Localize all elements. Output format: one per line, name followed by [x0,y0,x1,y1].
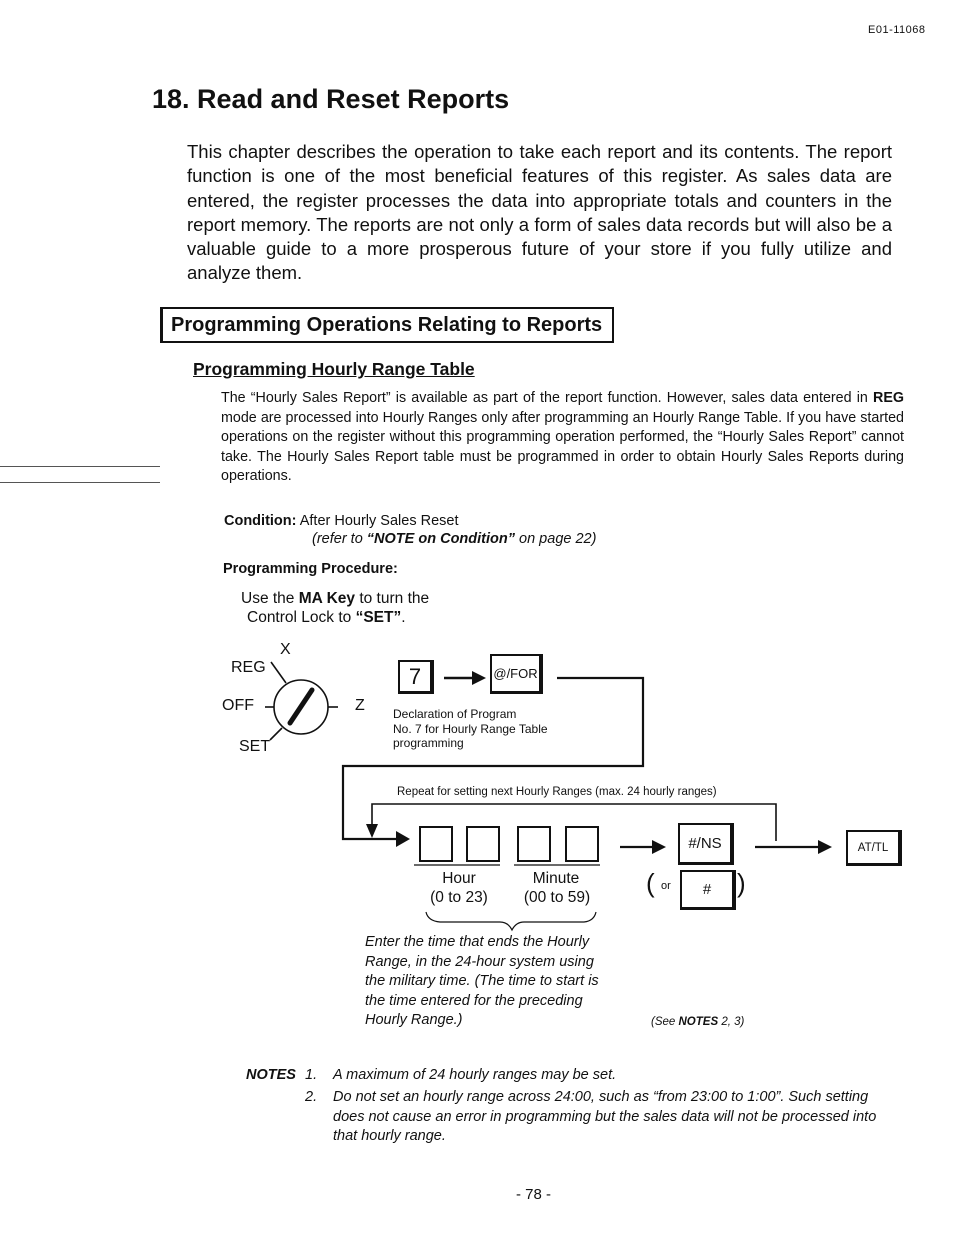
use-key-line2-pre: Control Lock to [247,609,356,626]
lock-z-label: Z [355,697,365,714]
condition-text: After Hourly Sales Reset [296,513,459,529]
repeat-note: Repeat for setting next Hourly Ranges (max. 24 hourly ranges) [397,786,717,798]
chapter-title: 18. Read and Reset Reports [152,84,510,114]
key-at-tl [846,830,902,866]
close-paren: ) [737,868,746,898]
condition-ref-bold: “NOTE on Condition” [366,531,515,547]
notes-label [246,1066,296,1086]
hour-label: Hour [442,870,476,887]
condition-label: Condition: [224,513,297,529]
lock-off-label: OFF [222,697,254,714]
see-notes [651,1016,744,1028]
enter-line-4: the time entered for the preceding [365,992,583,1009]
hour-range: (0 to 23) [430,889,488,906]
enter-line-1: Enter the time that ends the Hourly [365,934,590,950]
minute-label: Minute [532,870,580,887]
note-2-text: Do not set an hourly range across 24:00, such as “from 23:00 to 1:00”. Such setting does not cause an error in programming but the sales data will not be processed into that hourly range. [333,1089,877,1144]
minute-digit-1-box [517,826,551,862]
see-notes-bold: NOTES [678,1016,719,1028]
note-1-number: 1. [305,1067,318,1083]
hour-digit-1-box [419,826,453,862]
key-hash-label: # [702,881,712,898]
ma-key-text: MA Key [298,590,356,607]
paragraph-part-1: The “Hourly Sales Report” is available as part of the report function. However, sales data entered in [221,390,874,406]
note-1-text: A maximum of 24 hourly ranges may be set. [333,1067,617,1083]
enter-line-5: Hourly Range.) [365,1012,463,1028]
key-7-label: 7 [408,663,422,689]
page-number: - 78 - [516,1186,552,1203]
lock-set-label: SET [239,738,271,755]
declaration-line-2: No. 7 for Hourly Range Table [393,721,548,736]
declaration-line-3: programming [393,736,464,750]
procedure-label: Programming Procedure: [223,561,398,577]
key-ns [678,823,734,865]
open-paren: ( [646,868,655,898]
condition-ref-pre: (refer to [312,531,367,547]
see-notes-post: 2, 3) [718,1016,745,1028]
use-key-post: to turn the [355,590,430,607]
notes-label-text: NOTES [246,1067,296,1083]
declaration-line-1: Declaration of Program [393,707,517,721]
use-key-line2-post: . [401,609,406,626]
subsection-title: Programming Hourly Range Table [193,359,475,379]
section-title: Programming Operations Relating to Reports [160,307,614,343]
reg-mode-text: REG [873,390,904,406]
key-hash [680,870,736,910]
key-at-tl-label: AT/TL [857,841,889,854]
hour-digit-2-box [466,826,500,862]
enter-line-3: the military time. (The time to start is [365,973,599,989]
see-notes-pre: (See [651,1016,679,1028]
enter-time-note [365,933,599,1031]
key-ns-label: #/NS [688,835,722,852]
set-text: “SET” [355,609,402,626]
lock-x-label: X [280,641,291,658]
condition-ref-post: on page 22) [515,531,597,547]
intro-paragraph: This chapter describes the operation to take each report and its contents. The report function is one of the most beneficial features of this register. As sales data are entered, the register processes the data into appropriate totals and counters in the report memory. The reports are not only a form of sales data records but will also be a valuable guide to a more prosperous future of your store if you fully utilize and analyze them. [187,141,892,284]
paragraph-part-2: mode are processed into Hourly Ranges only after programming an Hourly Range Table. If you have started operations on the register without this programming operation performed, the “Hourly Sales Report” cannot take. The Hourly Sales Report table must be programmed in order to obtain Hourly Sales Reports during operations. [221,409,904,484]
key-at-for-label: @/FOR [493,666,538,681]
use-key-pre: Use the [241,590,299,607]
note-2-number: 2. [305,1089,318,1105]
enter-line-2: Range, in the 24-hour system using [365,953,594,970]
document-id: E01-11068 [868,24,926,36]
or-text: or [661,880,671,892]
minute-digit-2-box [565,826,599,862]
minute-range: (00 to 59) [523,889,591,906]
lock-reg-label: REG [231,659,266,676]
